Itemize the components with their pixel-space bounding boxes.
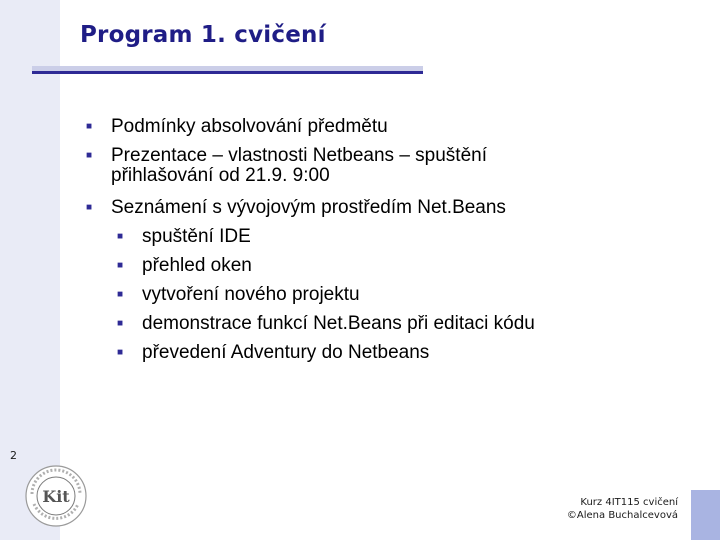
list-item-continuation: přihlašování od 21.9. 9:00 — [111, 165, 330, 186]
bullet-square-icon: ■ — [117, 260, 124, 271]
bullet-square-icon: ■ — [117, 231, 124, 242]
footer-course: Kurz 4IT115 cvičení — [580, 497, 678, 508]
sub-list-item: ■ vytvoření nového projektu — [86, 280, 686, 309]
slide-title: Program 1. cvičení — [80, 22, 326, 48]
list-item: ■ Podmínky absolvování předmětu — [86, 112, 686, 141]
bullet-square-icon: ■ — [86, 202, 93, 213]
bullet-square-icon: ■ — [86, 150, 93, 161]
bullet-square-icon: ■ — [117, 318, 124, 329]
list-item: ■ Seznámení s vývojovým prostředím Net.Beans — [86, 193, 686, 222]
list-item: ■ Prezentace – vlastnosti Netbeans – spuštění — [86, 141, 686, 170]
kit-logo-icon — [24, 464, 88, 528]
left-decorative-strip — [0, 0, 60, 540]
bullet-square-icon: ■ — [117, 289, 124, 300]
sub-list-item: ■ převedení Adventury do Netbeans — [86, 338, 686, 367]
page-number: 2 — [10, 449, 17, 462]
svg-text:Kit: Kit — [42, 487, 70, 506]
title-underline — [32, 66, 423, 74]
footer — [567, 496, 678, 522]
sub-list-item: ■ spuštění IDE — [86, 222, 686, 251]
bullet-square-icon: ■ — [117, 347, 124, 358]
bullet-square-icon: ■ — [86, 121, 93, 132]
corner-decoration — [691, 490, 720, 540]
footer-author: ©Alena Buchalcevová — [566, 510, 678, 521]
bullet-list — [86, 112, 686, 367]
sub-list-item: ■ přehled oken — [86, 251, 686, 280]
sub-list-item: ■ demonstrace funkcí Net.Beans při editaci kódu — [86, 309, 686, 338]
